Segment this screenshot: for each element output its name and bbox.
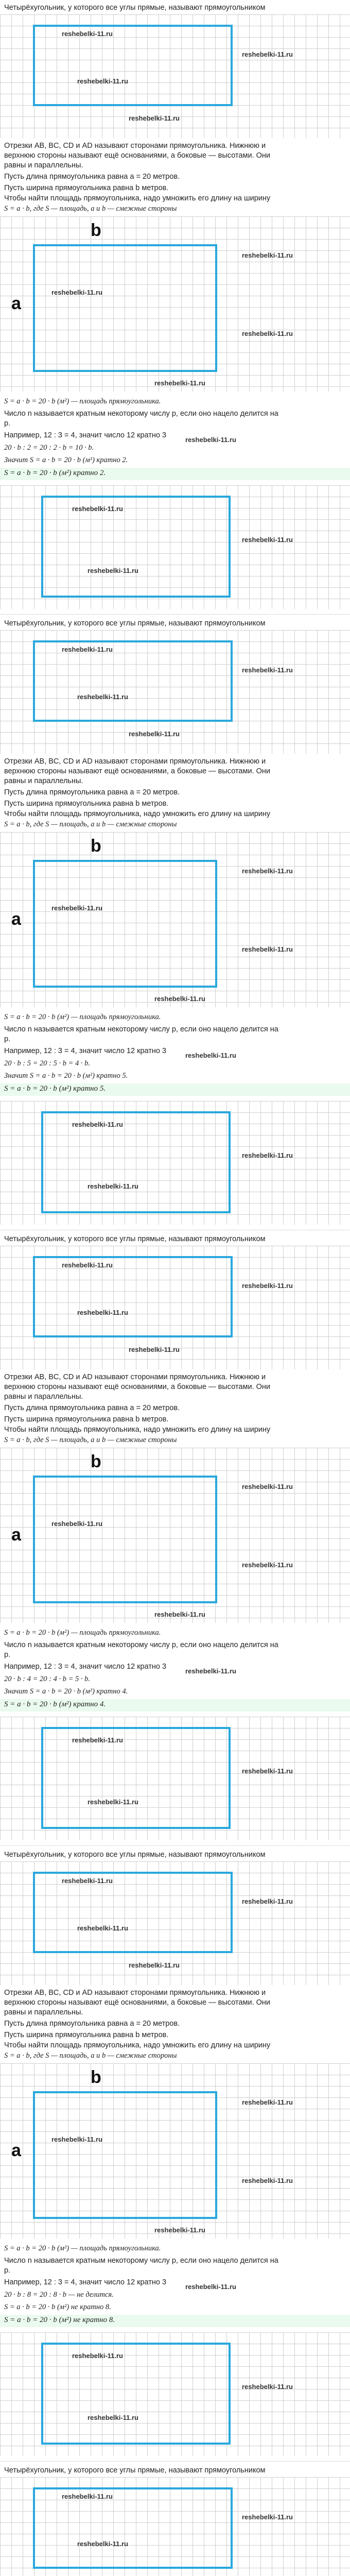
rectangle-figure [41,1727,231,1829]
watermark: reshebelki-11.ru [87,1182,138,1190]
result-text: S = a · b = 20 · b (м²) кратно 2. [4,469,106,477]
definition-text: равны и параллельны. [4,1393,83,1401]
watermark: reshebelki-11.ru [154,995,205,1003]
intro-text: Четырёхугольник, у которого все углы прямые, называют прямоугольником [4,619,266,628]
area-hint-text: Чтобы найти площадь прямоугольника, надо умножить его длину на ширину [4,2041,271,2049]
watermark: reshebelki-11.ru [129,1346,180,1353]
area-hint-text: Чтобы найти площадь прямоугольника, надо умножить его длину на ширину [4,194,271,202]
multiple-definition-text: Число n называется кратным некоторому числу p, если оно нацело делится на [4,1025,278,1033]
result-box [0,2315,350,2327]
watermark: reshebelki-11.ru [154,1611,205,1618]
formula-text: S = a · b, где S — площадь, a и b — смежные стороны [4,205,177,213]
definition-text: равны и параллельны. [4,777,83,785]
watermark: reshebelki-11.ru [129,730,180,738]
watermark: reshebelki-11.ru [77,1924,128,1932]
task-section [0,616,350,1231]
watermark: reshebelki-11.ru [87,567,138,574]
watermark: reshebelki-11.ru [51,1520,102,1528]
length-text: Пусть длина прямоугольника равна a = 20 метров. [4,173,180,181]
calculation-text: 20 · b : 8 = 20 : 8 · b — не делится. [4,2291,114,2299]
watermark: reshebelki-11.ru [77,77,128,85]
label-b: b [91,1452,101,1471]
watermark: reshebelki-11.ru [242,251,293,259]
watermark: reshebelki-11.ru [62,30,113,38]
watermark: reshebelki-11.ru [242,1483,293,1490]
example-text: Например, 12 : 3 = 4, значит число 12 кратно 3 [4,431,167,439]
label-b: b [91,2067,101,2087]
definition-text: равны и параллельны. [4,2008,83,2016]
definition-text: верхнюю стороны называют ещё основаниями, а боковые — высотами. Они [4,1383,271,1391]
result-text: S = a · b = 20 · b (м²) кратно 5. [4,1084,106,1093]
definition-text: верхнюю стороны называют ещё основаниями, а боковые — высотами. Они [4,767,271,775]
intro-text: Четырёхугольник, у которого все углы прямые, называют прямоугольником [4,1235,266,1243]
definition-text: Отрезки AB, BC, CD и AD называют сторонами прямоугольника. Нижнюю и [4,757,266,766]
watermark: reshebelki-11.ru [242,536,293,544]
watermark: reshebelki-11.ru [242,1561,293,1569]
rectangle-figure [41,1111,231,1213]
watermark: reshebelki-11.ru [62,1261,113,1269]
conclusion-text: Значит S = a · b = 20 · b (м²) кратно 2. [4,456,128,464]
watermark: reshebelki-11.ru [51,2136,102,2143]
watermark: reshebelki-11.ru [62,1877,113,1885]
example-text: Например, 12 : 3 = 4, значит число 12 кратно 3 [4,1047,167,1055]
definition-text: Отрезки AB, BC, CD и AD называют сторонами прямоугольника. Нижнюю и [4,1373,266,1381]
width-text: Пусть ширина прямоугольника равна b метров. [4,184,169,192]
multiple-definition-text: p. [4,1651,11,1659]
length-text: Пусть длина прямоугольника равна a = 20 метров. [4,1404,180,1412]
watermark: reshebelki-11.ru [242,2383,293,2391]
watermark: reshebelki-11.ru [72,1736,123,1744]
watermark: reshebelki-11.ru [77,2540,128,2548]
multiple-definition-text: Число n называется кратным некоторому числу p, если оно нацело делится на [4,2257,278,2265]
calculation-text: 20 · b : 4 = 20 : 4 · b = 5 · b. [4,1675,90,1683]
watermark: reshebelki-11.ru [242,1282,293,1290]
watermark: reshebelki-11.ru [242,1767,293,1775]
watermark: reshebelki-11.ru [242,2098,293,2106]
definition-text: равны и параллельны. [4,161,83,170]
area-formula-text: S = a · b = 20 · b (м²) — площадь прямоугольника. [4,2244,161,2252]
label-a: a [11,1525,21,1545]
result-text: S = a · b = 20 · b (м²) кратно 4. [4,1700,106,1708]
watermark: reshebelki-11.ru [242,2177,293,2184]
watermark: reshebelki-11.ru [77,1309,128,1316]
section-divider [0,2461,350,2462]
watermark: reshebelki-11.ru [242,666,293,674]
task-section [0,1231,350,1847]
multiple-definition-text: p. [4,419,11,428]
example-text: Например, 12 : 3 = 4, значит число 12 кратно 3 [4,1663,167,1671]
width-text: Пусть ширина прямоугольника равна b метров. [4,1415,169,1423]
label-a: a [11,2141,21,2160]
watermark: reshebelki-11.ru [185,1052,236,1059]
watermark: reshebelki-11.ru [242,1151,293,1159]
watermark: reshebelki-11.ru [185,1667,236,1675]
rectangle-figure [33,860,217,988]
rectangle-figure [33,1476,217,1603]
watermark: reshebelki-11.ru [72,505,123,513]
watermark: reshebelki-11.ru [185,436,236,444]
section-divider [0,1845,350,1846]
definition-text: верхнюю стороны называют ещё основаниями, а боковые — высотами. Они [4,151,271,160]
formula-text: S = a · b, где S — площадь, a и b — смежные стороны [4,2052,177,2060]
rectangle-figure [33,2091,217,2219]
length-text: Пусть длина прямоугольника равна a = 20 метров. [4,2020,180,2028]
watermark: reshebelki-11.ru [154,379,205,387]
area-formula-text: S = a · b = 20 · b (м²) — площадь прямоугольника. [4,397,161,405]
watermark: reshebelki-11.ru [242,1897,293,1905]
multiple-definition-text: Число n называется кратным некоторому числу p, если оно нацело делится на [4,410,278,418]
area-hint-text: Чтобы найти площадь прямоугольника, надо умножить его длину на ширину [4,810,271,818]
label-b: b [91,221,101,240]
watermark: reshebelki-11.ru [242,330,293,337]
width-text: Пусть ширина прямоугольника равна b метров. [4,800,169,808]
intro-text: Четырёхугольник, у которого все углы прямые, называют прямоугольником [4,4,266,12]
watermark: reshebelki-11.ru [242,2513,293,2521]
result-box [0,468,350,480]
definition-text: Отрезки AB, BC, CD и AD называют сторонами прямоугольника. Нижнюю и [4,1989,266,1997]
task-section [0,0,350,616]
formula-text: S = a · b, где S — площадь, a и b — смежные стороны [4,1436,177,1444]
multiple-definition-text: p. [4,1035,11,1043]
definition-text: верхнюю стороны называют ещё основаниями, а боковые — высотами. Они [4,1998,271,2007]
watermark: reshebelki-11.ru [242,50,293,58]
watermark: reshebelki-11.ru [62,646,113,653]
conclusion-text: S = a · b = 20 · b (м²) не кратно 8. [4,2303,111,2311]
result-text: S = a · b = 20 · b (м²) не кратно 8. [4,2316,115,2324]
multiple-definition-text: Число n называется кратным некоторому числу p, если оно нацело делится на [4,1641,278,1649]
watermark: reshebelki-11.ru [77,693,128,701]
intro-text: Четырёхугольник, у которого все углы прямые, называют прямоугольником [4,2466,266,2475]
watermark: reshebelki-11.ru [129,1961,180,1969]
section-divider [0,614,350,615]
multiple-definition-text: p. [4,2266,11,2275]
width-text: Пусть ширина прямоугольника равна b метров. [4,2031,169,2039]
watermark: reshebelki-11.ru [51,904,102,912]
area-formula-text: S = a · b = 20 · b (м²) — площадь прямоугольника. [4,1013,161,1021]
watermark: reshebelki-11.ru [87,1798,138,1806]
result-box [0,1699,350,1711]
rectangle-figure [41,2343,231,2445]
task-section [0,1847,350,2463]
label-a: a [11,294,21,313]
definition-text: Отрезки AB, BC, CD и AD называют сторонами прямоугольника. Нижнюю и [4,142,266,150]
example-text: Например, 12 : 3 = 4, значит число 12 кратно 3 [4,2278,167,2286]
formula-text: S = a · b, где S — площадь, a и b — смежные стороны [4,820,177,828]
conclusion-text: Значит S = a · b = 20 · b (м²) кратно 4. [4,1687,128,1696]
task-section [0,2463,350,2576]
label-b: b [91,836,101,856]
watermark: reshebelki-11.ru [242,867,293,875]
watermark: reshebelki-11.ru [154,2226,205,2234]
rectangle-figure [33,244,217,372]
watermark: reshebelki-11.ru [242,945,293,953]
calculation-text: 20 · b : 2 = 20 : 2 · b = 10 · b. [4,444,94,452]
area-formula-text: S = a · b = 20 · b (м²) — площадь прямоугольника. [4,1629,161,1637]
watermark: reshebelki-11.ru [62,2493,113,2500]
calculation-text: 20 · b : 5 = 20 : 5 · b = 4 · b. [4,1059,90,1067]
watermark: reshebelki-11.ru [185,2283,236,2291]
conclusion-text: Значит S = a · b = 20 · b (м²) кратно 5. [4,1072,128,1080]
area-hint-text: Чтобы найти площадь прямоугольника, надо умножить его длину на ширину [4,1426,271,1434]
rectangle-figure [41,496,231,598]
watermark: reshebelki-11.ru [129,114,180,122]
watermark: reshebelki-11.ru [51,289,102,296]
result-box [0,1083,350,1096]
label-a: a [11,909,21,929]
watermark: reshebelki-11.ru [87,2414,138,2421]
length-text: Пусть длина прямоугольника равна a = 20 метров. [4,788,180,796]
intro-text: Четырёхугольник, у которого все углы прямые, называют прямоугольником [4,1851,266,1859]
watermark: reshebelki-11.ru [72,2352,123,2360]
watermark: reshebelki-11.ru [72,1121,123,1128]
